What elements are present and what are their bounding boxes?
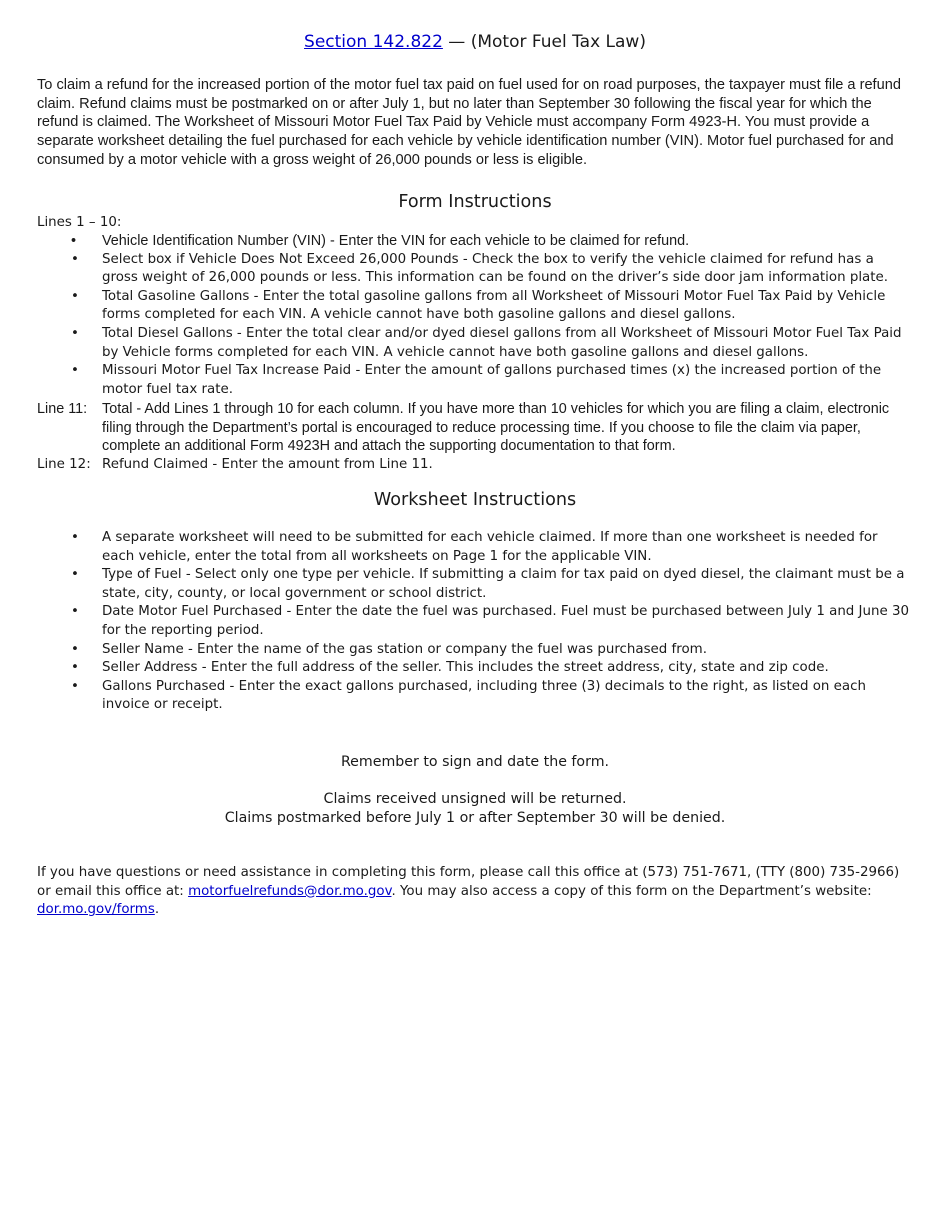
list-item: • Seller Address - Enter the full address of the seller. This includes the street address, city, state and zip code. xyxy=(37,659,913,678)
list-item: • Vehicle Identification Number (VIN) - Enter the VIN for each vehicle to be claimed for refund. xyxy=(71,233,690,249)
postmark-note: Claims postmarked before July 1 or after September 30 will be denied. xyxy=(224,810,726,826)
website-link[interactable]: dor.mo.gov/forms xyxy=(37,902,155,918)
bullet-icon: • xyxy=(71,660,79,676)
list-item: • Total Diesel Gallons - Enter the total clear and/or dyed diesel gallons from all Worksheet of Missouri Motor Fuel Tax Paid by Vehicle forms completed for each VIN. A vehicle cannot have both gasoline gallons and diesel gallons. xyxy=(71,325,902,360)
bullet-icon: • xyxy=(71,363,79,379)
bullet-icon: • xyxy=(71,530,79,545)
intro-paragraph: To claim a refund for the increased portion of the motor fuel tax paid on fuel used for on road purposes, the taxpayer must file a refund claim. Refund claims must be postmarked on or after July 1, but no later than September 30 following the fiscal year for which the refund is claimed. The Worksheet of Missouri Motor Fuel Tax Paid by Vehicle must accompany Form 4923-H. You must provide a separate worksheet detailing the fuel purchased for each vehicle by vehicle identification number (VIN). Motor fuel purchased for and consumed by a motor vehicle with a gross weight of 26,000 pounds or less is eligible. xyxy=(37,77,901,168)
list-item: • A separate worksheet will need to be submitted for each vehicle claimed. If more than one worksheet is needed for each vehicle, enter the total from all worksheets on Page 1 for the applicable VIN. xyxy=(71,530,878,564)
line-11-text: Total - Add Lines 1 through 10 for each column. If you have more than 10 vehicles for which you are filing a claim, electronic filing through the Department’s portal is encouraged to reduce processing time. If you choose to file the claim via paper, complete an additional Form 4923H and attach the supporting documentation to that form. xyxy=(102,401,890,455)
bullet-icon: • xyxy=(71,641,79,657)
section-link[interactable]: Section 142.822 xyxy=(304,32,443,52)
line-12-instruction xyxy=(37,456,913,475)
bullet-icon: • xyxy=(71,233,77,249)
worksheet-instructions-heading: Worksheet Instructions xyxy=(373,490,577,510)
unsigned-note: Claims received unsigned will be returned. xyxy=(323,791,627,807)
remember-note: Remember to sign and date the form. xyxy=(340,754,610,770)
bullet-icon: • xyxy=(71,678,79,694)
email-link[interactable]: motorfuelrefunds@dor.mo.gov xyxy=(188,883,392,899)
bullet-icon: • xyxy=(71,251,79,267)
bullet-icon: • xyxy=(71,567,79,583)
contact-paragraph: If you have questions or need assistance in completing this form, please call this office at (573) 751-7671, (TTY (800) 735-2966) or email this office at: motorfuelrefunds@dor.mo.gov. You may also access a copy of this form on the Department’s website: dor.mo.gov/forms. xyxy=(37,865,900,918)
bullet-icon: • xyxy=(71,325,79,341)
line-11-label: Line 11: xyxy=(37,401,88,417)
section-title-suffix: — (Motor Fuel Tax Law) xyxy=(442,32,646,52)
bullet-icon: • xyxy=(71,604,79,620)
list-item: • Total Gasoline Gallons - Enter the total gasoline gallons from all Worksheet of Missouri Motor Fuel Tax Paid by Vehicle forms completed for each VIN. A vehicle cannot have both gasoline gallons and diesel gallons. xyxy=(71,288,886,323)
worksheet-instructions-list xyxy=(37,529,913,715)
form-instructions-list xyxy=(37,232,913,399)
bullet-icon: • xyxy=(71,288,79,304)
list-item: • Type of Fuel - Select only one type per vehicle. If submitting a claim for tax paid on dyed diesel, the claimant must be a state, city, county, or local government or school district. xyxy=(71,567,905,601)
line-12-text: Refund Claimed - Enter the amount from Line 11. xyxy=(102,457,433,472)
line-12-label: Line 12: xyxy=(37,457,91,472)
lines-1-10-label: Lines 1 – 10: xyxy=(37,215,122,230)
list-item: • Select box if Vehicle Does Not Exceed 26,000 Pounds - Check the box to verify the vehicle claimed for refund has a gross weight of 26,000 pounds or less. This information can be found on the driver’s side door jam information plate. xyxy=(71,251,888,286)
list-item: • Date Motor Fuel Purchased - Enter the date the fuel was purchased. Fuel must be purchased between July 1 and June 30 for the reporting period. xyxy=(71,604,910,638)
list-item: • Missouri Motor Fuel Tax Increase Paid - Enter the amount of gallons purchased times (x) the increased portion of the motor fuel tax rate. xyxy=(71,363,882,397)
line-11-instruction xyxy=(37,400,913,456)
list-item: • Seller Name - Enter the name of the gas station or company the fuel was purchased from. xyxy=(37,641,913,660)
list-item: • Gallons Purchased - Enter the exact gallons purchased, including three (3) decimals to the right, as listed on each invoice or receipt. xyxy=(71,678,866,713)
form-instructions-heading: Form Instructions xyxy=(398,192,552,212)
page-title xyxy=(0,31,950,53)
